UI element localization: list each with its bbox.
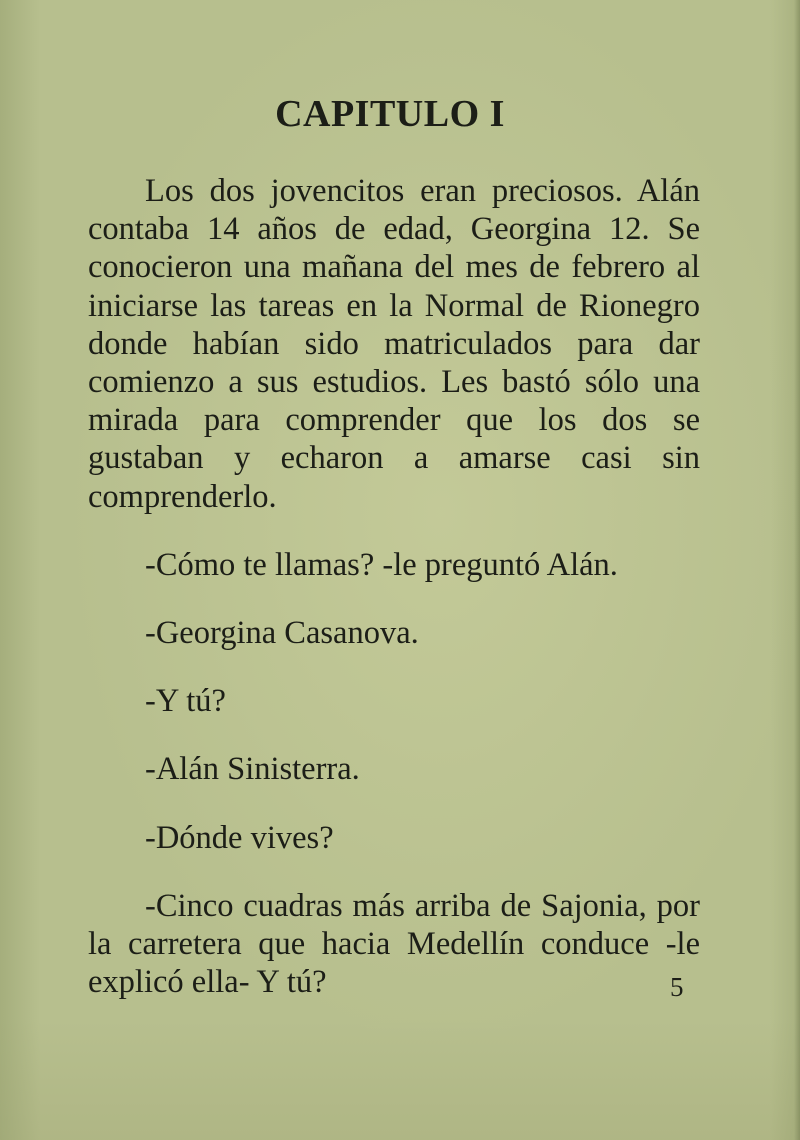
dialogue-line: -Georgina Casanova. — [145, 615, 419, 652]
chapter-title: CAPITULO I — [275, 93, 505, 135]
page-number: 5 — [670, 972, 684, 1002]
paragraph-opening: Los dos jovencitos eran preciosos. Alán contaba 14 años de edad, Georgina 12. Se conocieron una mañana del mes de febrero al iniciarse las tareas en la Normal de Rionegro donde habían sido matriculados para dar comienzo a sus estudios. Les bastó sólo una mirada para comprender que los dos se gustaban y echaron a amarse casi sin comprenderlo. — [88, 173, 700, 515]
dialogue-line: -Cinco cuadras más arriba de Sajonia, por la carretera que hacia Medellín conduce -le explicó ella- Y tú? — [88, 887, 700, 1001]
dialogue-line: -Alán Sinisterra. — [145, 751, 360, 788]
page-edge-shadow — [794, 0, 800, 1140]
dialogue-line: -Dónde vives? — [145, 819, 334, 856]
chapter-body — [88, 172, 700, 1001]
dialogue-line: -Cómo te llamas? -le preguntó Alán. — [145, 546, 618, 583]
dialogue-line: -Y tú? — [145, 683, 226, 720]
